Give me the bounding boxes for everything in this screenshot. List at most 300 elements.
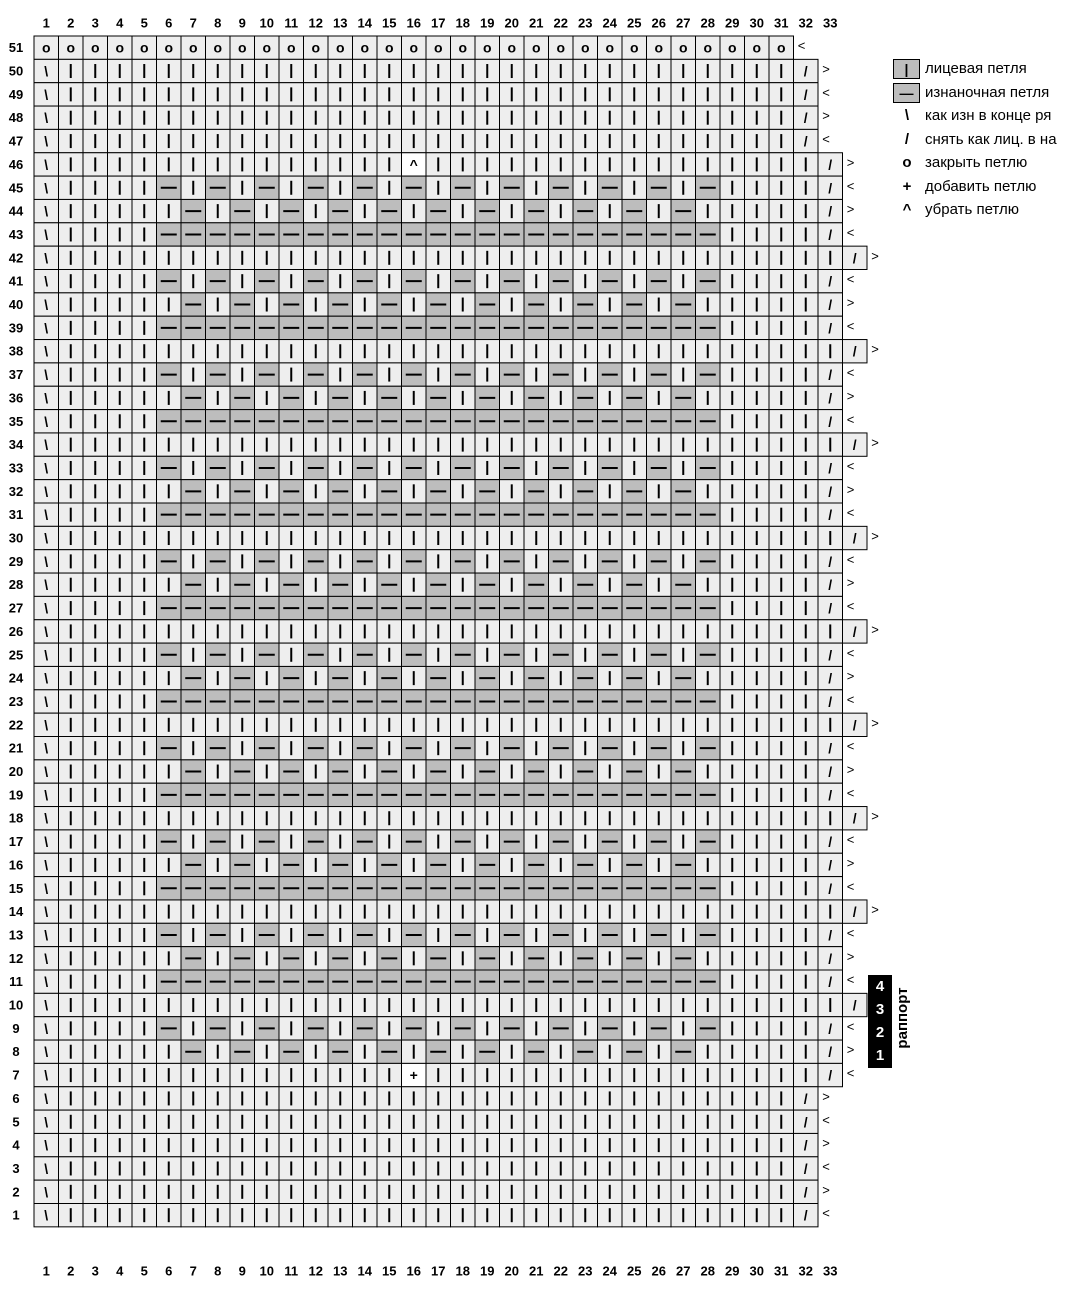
column-number-top: 12: [308, 15, 323, 31]
stitch-symbol: /: [828, 576, 833, 593]
stitch-symbol: /: [828, 203, 833, 220]
stitch-symbol: \: [44, 1160, 49, 1177]
row-number: 35: [8, 413, 24, 429]
stitch-symbol: \: [44, 389, 49, 406]
row-edge-marker: >: [846, 762, 855, 778]
row-edge-marker: >: [846, 1042, 855, 1058]
stitch-symbol: o: [654, 39, 664, 56]
row-number: 15: [8, 880, 24, 896]
stitch-symbol: o: [458, 39, 468, 56]
legend: [893, 59, 1089, 224]
stitch-symbol: \: [44, 109, 49, 126]
stitch-symbol: \: [44, 203, 49, 220]
stitch-symbol: o: [311, 39, 321, 56]
stitch-symbol: o: [41, 39, 51, 56]
stitch-symbol: \: [44, 670, 49, 687]
stitch-symbol: o: [335, 39, 345, 56]
stitch-symbol: /: [803, 1160, 808, 1177]
stitch-symbol: \: [44, 1067, 49, 1084]
stitch-symbol: o: [752, 39, 762, 56]
stitch-symbol: /: [852, 343, 857, 360]
column-number-bottom: 18: [455, 1263, 470, 1279]
column-number-top: 23: [578, 15, 593, 31]
row-number: 32: [8, 483, 24, 499]
column-number-bottom: 17: [431, 1263, 446, 1279]
stitch-symbol: /: [828, 880, 833, 897]
column-number-top: 21: [529, 15, 544, 31]
stitch-symbol: \: [44, 856, 49, 873]
row-edge-marker: >: [822, 61, 830, 77]
column-number-top: 32: [798, 15, 813, 31]
stitch-symbol: o: [605, 39, 615, 56]
stitch-symbol: o: [360, 39, 370, 56]
row-edge-marker: <: [846, 598, 855, 614]
rapport-number: 4: [875, 978, 885, 995]
row-edge-marker: <: [846, 1018, 855, 1034]
column-number-top: 4: [116, 15, 124, 31]
column-number-bottom: 13: [333, 1263, 348, 1279]
row-edge-marker: <: [797, 38, 806, 54]
column-number-bottom: 32: [798, 1263, 813, 1279]
stitch-symbol: /: [828, 763, 833, 780]
row-number: 33: [8, 460, 24, 476]
row-number: 50: [8, 63, 24, 79]
stitch-symbol: \: [44, 273, 49, 290]
column-number-top: 27: [676, 15, 691, 31]
row-edge-marker: <: [846, 271, 855, 287]
row-number: 46: [8, 156, 24, 172]
row-edge-marker: >: [822, 108, 830, 124]
rapport-number: 3: [875, 1001, 885, 1018]
row-edge-marker: <: [846, 411, 855, 427]
row-number: 14: [8, 904, 24, 920]
row-edge-marker: >: [846, 388, 855, 404]
stitch-symbol: \: [44, 1020, 49, 1037]
stitch-symbol: o: [482, 39, 492, 56]
row-number: 12: [8, 950, 24, 966]
column-number-bottom: 12: [308, 1263, 323, 1279]
stitch-symbol: /: [828, 506, 833, 523]
stitch-symbol: \: [44, 156, 49, 173]
row-number: 40: [8, 297, 24, 313]
stitch-symbol: o: [507, 39, 517, 56]
row-number: 23: [8, 693, 24, 709]
stitch-symbol: o: [115, 39, 125, 56]
stitch-symbol: \: [44, 459, 49, 476]
row-edge-marker: <: [846, 1065, 855, 1081]
row-edge-marker: <: [846, 925, 855, 941]
row-edge-marker: >: [846, 575, 855, 591]
stitch-symbol: o: [629, 39, 639, 56]
stitch-symbol: /: [852, 249, 857, 266]
stitch-symbol: /: [828, 389, 833, 406]
row-number: 41: [8, 273, 24, 289]
stitch-symbol: \: [44, 366, 49, 383]
column-number-top: 20: [504, 15, 519, 31]
stitch-symbol: \: [44, 133, 49, 150]
row-number: 4: [12, 1137, 20, 1153]
row-edge-marker: >: [846, 668, 855, 684]
row-number: 27: [8, 600, 24, 616]
column-number-bottom: 7: [189, 1263, 197, 1279]
rapport-block: [868, 975, 892, 1068]
stitch-symbol: /: [828, 973, 833, 990]
column-number-bottom: 10: [259, 1263, 274, 1279]
stitch-symbol: \: [44, 973, 49, 990]
stitch-symbol: \: [44, 319, 49, 336]
row-edge-marker: <: [846, 551, 855, 567]
row-edge-marker: <: [846, 691, 855, 707]
stitch-symbol: \: [44, 1137, 49, 1154]
column-number-bottom: 3: [91, 1263, 99, 1279]
stitch-symbol: /: [803, 133, 808, 150]
column-number-bottom: 29: [725, 1263, 740, 1279]
stitch-symbol: \: [44, 86, 49, 103]
stitch-symbol: \: [44, 483, 49, 500]
legend-label-decrease: убрать петлю: [925, 201, 1019, 218]
column-number-top: 14: [357, 15, 372, 31]
row-edge-marker: <: [846, 458, 855, 474]
row-number: 1: [12, 1207, 20, 1223]
row-number: 17: [8, 834, 24, 850]
stitch-symbol: \: [44, 1207, 49, 1224]
column-number-bottom: 6: [165, 1263, 173, 1279]
row-number: 9: [12, 1020, 20, 1036]
stitch-symbol: +: [409, 1067, 418, 1084]
column-number-bottom: 33: [823, 1263, 838, 1279]
row-edge-marker: <: [846, 785, 855, 801]
column-number-bottom: 26: [651, 1263, 666, 1279]
legend-item-purl: [893, 83, 1089, 107]
stitch-symbol: o: [678, 39, 688, 56]
column-number-bottom: 9: [238, 1263, 246, 1279]
stitch-symbol: /: [828, 600, 833, 617]
stitch-symbol: \: [44, 997, 49, 1014]
row-number: 47: [8, 133, 24, 149]
column-number-bottom: 27: [676, 1263, 691, 1279]
row-edge-marker: <: [846, 832, 855, 848]
stitch-symbol: \: [44, 226, 49, 243]
row-edge-marker: >: [822, 1182, 830, 1198]
stitch-symbol: \: [44, 63, 49, 80]
row-number: 28: [8, 577, 24, 593]
row-number: 51: [8, 40, 24, 56]
knit-stitch-icon: |: [893, 59, 920, 79]
stitch-symbol: /: [828, 459, 833, 476]
column-number-top: 11: [284, 15, 299, 31]
column-number-bottom: 8: [214, 1263, 222, 1279]
row-edge-marker: <: [846, 878, 855, 894]
column-number-bottom: 5: [140, 1263, 148, 1279]
column-number-top: 30: [749, 15, 764, 31]
legend-label-slip-knit: снять как лиц. в на: [925, 130, 1057, 148]
stitch-symbol: /: [852, 530, 857, 547]
row-number: 11: [9, 974, 23, 990]
stitch-symbol: /: [828, 1043, 833, 1060]
row-edge-marker: >: [871, 715, 879, 731]
row-edge-marker: >: [822, 1088, 830, 1104]
stitch-symbol: /: [828, 413, 833, 430]
row-edge-marker: <: [846, 645, 855, 661]
row-number: 19: [8, 787, 24, 803]
row-number: 8: [12, 1044, 20, 1060]
column-number-top: 10: [259, 15, 274, 31]
stitch-symbol: /: [803, 86, 808, 103]
column-number-top: 2: [67, 15, 75, 31]
row-number: 21: [8, 740, 24, 756]
stitch-symbol: /: [828, 366, 833, 383]
column-number-top: 7: [189, 15, 197, 31]
row-edge-marker: <: [846, 224, 855, 240]
stitch-symbol: /: [803, 1207, 808, 1224]
column-number-bottom: 1: [42, 1263, 50, 1279]
stitch-symbol: o: [90, 39, 100, 56]
column-number-bottom: 4: [116, 1263, 124, 1279]
stitch-symbol: ^: [409, 156, 418, 173]
stitch-symbol: \: [44, 693, 49, 710]
stitch-symbol: o: [556, 39, 566, 56]
column-number-bottom: 2: [67, 1263, 75, 1279]
stitch-symbol: /: [828, 926, 833, 943]
row-edge-marker: >: [871, 808, 879, 824]
stitch-symbol: o: [66, 39, 76, 56]
stitch-symbol: o: [727, 39, 737, 56]
row-number: 20: [8, 764, 24, 780]
stitch-symbol: \: [44, 296, 49, 313]
stitch-symbol: \: [44, 1113, 49, 1130]
row-edge-marker: <: [822, 1158, 830, 1174]
stitch-symbol: /: [852, 716, 857, 733]
stitch-symbol: /: [828, 226, 833, 243]
column-number-top: 6: [165, 15, 173, 31]
stitch-symbol: o: [262, 39, 272, 56]
legend-item-decrease: [893, 200, 1089, 224]
stitch-symbol: \: [44, 1090, 49, 1107]
stitch-symbol: /: [803, 1137, 808, 1154]
stitch-symbol: \: [44, 413, 49, 430]
row-edge-marker: >: [822, 1135, 830, 1151]
row-edge-marker: <: [846, 738, 855, 754]
row-number: 26: [8, 623, 24, 639]
column-number-bottom: 11: [284, 1263, 299, 1279]
row-edge-marker: <: [822, 131, 830, 147]
rapport-label: раппорт: [894, 987, 911, 1049]
column-number-bottom: 16: [406, 1263, 421, 1279]
row-edge-marker: >: [871, 528, 879, 544]
stitch-symbol: /: [852, 810, 857, 827]
stitch-symbol: \: [44, 646, 49, 663]
column-number-bottom: 14: [357, 1263, 372, 1279]
stitch-symbol: /: [803, 1183, 808, 1200]
row-edge-marker: <: [822, 84, 830, 100]
row-number: 37: [8, 367, 24, 383]
legend-label-purl: изнаночная петля: [925, 83, 1050, 101]
column-number-bottom: 23: [578, 1263, 593, 1279]
legend-item-increase: [893, 177, 1089, 201]
row-number: 30: [8, 530, 24, 546]
stitch-symbol: o: [213, 39, 223, 56]
stitch-symbol: \: [44, 179, 49, 196]
column-number-top: 29: [725, 15, 740, 31]
stitch-symbol: o: [703, 39, 713, 56]
stitch-symbol: /: [803, 1113, 808, 1130]
column-number-top: 26: [651, 15, 666, 31]
row-number: 38: [8, 343, 24, 359]
row-number: 49: [8, 86, 24, 102]
legend-item-knit: [893, 59, 1089, 83]
column-number-bottom: 24: [602, 1263, 617, 1279]
row-number: 13: [8, 927, 24, 943]
purl-stitch-icon: —: [893, 83, 920, 103]
stitch-symbol: /: [852, 997, 857, 1014]
stitch-symbol: \: [44, 950, 49, 967]
stitch-symbol: /: [828, 1020, 833, 1037]
stitch-symbol: /: [828, 1067, 833, 1084]
stitch-symbol: /: [828, 740, 833, 757]
column-number-bottom: 19: [480, 1263, 495, 1279]
stitch-symbol: \: [44, 249, 49, 266]
row-edge-marker: >: [871, 621, 879, 637]
stitch-symbol: \: [44, 763, 49, 780]
column-number-bottom: 31: [774, 1263, 789, 1279]
stitch-symbol: \: [44, 810, 49, 827]
stitch-symbol: /: [828, 646, 833, 663]
row-edge-marker: >: [846, 948, 855, 964]
stitch-symbol: /: [803, 63, 808, 80]
column-number-top: 5: [140, 15, 148, 31]
row-edge-marker: >: [846, 201, 855, 217]
row-number: 3: [12, 1160, 20, 1176]
stitch-symbol: \: [44, 833, 49, 850]
decrease-icon: ^: [902, 201, 912, 218]
stitch-symbol: o: [776, 39, 786, 56]
row-edge-marker: >: [846, 481, 855, 497]
stitch-symbol: \: [44, 740, 49, 757]
stitch-symbol: /: [803, 1090, 808, 1107]
column-number-bottom: 22: [553, 1263, 568, 1279]
stitch-symbol: \: [44, 1043, 49, 1060]
column-number-top: 22: [553, 15, 568, 31]
row-edge-marker: <: [846, 505, 855, 521]
column-number-top: 17: [431, 15, 446, 31]
slip-knit-start-icon: /: [904, 130, 910, 148]
stitch-symbol: /: [828, 296, 833, 313]
column-number-top: 24: [602, 15, 617, 31]
column-number-top: 9: [238, 15, 246, 31]
stitch-symbol: \: [44, 1183, 49, 1200]
legend-label-bind-off: закрыть петлю: [925, 154, 1028, 171]
row-edge-marker: >: [871, 341, 879, 357]
column-number-bottom: 30: [749, 1263, 764, 1279]
stitch-symbol: \: [44, 716, 49, 733]
stitch-symbol: /: [828, 950, 833, 967]
legend-item-slip-purl: [893, 106, 1089, 130]
row-number: 6: [12, 1090, 20, 1106]
stitch-symbol: /: [828, 273, 833, 290]
legend-label-knit: лицевая петля: [925, 60, 1027, 77]
stitch-symbol: o: [580, 39, 590, 56]
stitch-symbol: o: [139, 39, 149, 56]
stitch-symbol: \: [44, 530, 49, 547]
row-edge-marker: <: [846, 318, 855, 334]
stitch-symbol: \: [44, 880, 49, 897]
column-number-bottom: 28: [700, 1263, 715, 1279]
stitch-symbol: o: [164, 39, 174, 56]
stitch-symbol: /: [828, 670, 833, 687]
stitch-symbol: \: [44, 436, 49, 453]
column-number-top: 1: [42, 15, 50, 31]
stitch-symbol: \: [44, 926, 49, 943]
row-number: 2: [12, 1184, 20, 1200]
row-number: 25: [8, 647, 24, 663]
row-number: 7: [12, 1067, 20, 1083]
slip-purl-end-icon: \: [904, 107, 910, 124]
stitch-symbol: \: [44, 576, 49, 593]
row-edge-marker: <: [822, 1205, 830, 1221]
increase-icon: +: [902, 177, 912, 195]
stitch-symbol: o: [433, 39, 443, 56]
row-edge-marker: <: [846, 365, 855, 381]
row-number: 36: [8, 390, 24, 406]
row-number: 31: [8, 507, 24, 523]
row-number: 16: [8, 857, 24, 873]
stitch-symbol: o: [409, 39, 419, 56]
rapport-number: 2: [875, 1024, 885, 1041]
row-edge-marker: >: [846, 295, 855, 311]
column-number-top: 31: [774, 15, 789, 31]
stitch-symbol: \: [44, 600, 49, 617]
column-number-bottom: 20: [504, 1263, 519, 1279]
column-number-top: 13: [333, 15, 348, 31]
row-edge-marker: <: [846, 178, 855, 194]
row-number: 22: [8, 717, 24, 733]
bind-off-icon: o: [902, 154, 912, 171]
stitch-symbol: \: [44, 553, 49, 570]
row-number: 43: [8, 226, 24, 242]
stitch-symbol: /: [828, 553, 833, 570]
stitch-symbol: \: [44, 343, 49, 360]
stitch-symbol: /: [828, 693, 833, 710]
row-edge-marker: >: [846, 855, 855, 871]
row-number: 5: [12, 1114, 20, 1130]
column-number-top: 28: [700, 15, 715, 31]
column-number-bottom: 15: [382, 1263, 397, 1279]
row-edge-marker: >: [871, 435, 879, 451]
column-number-top: 18: [455, 15, 470, 31]
stitch-symbol: /: [852, 436, 857, 453]
column-number-bottom: 21: [529, 1263, 544, 1279]
stitch-symbol: /: [803, 109, 808, 126]
row-number: 18: [8, 810, 24, 826]
row-edge-marker: >: [871, 248, 879, 264]
column-number-top: 33: [823, 15, 838, 31]
column-number-top: 15: [382, 15, 397, 31]
row-number: 44: [8, 203, 24, 219]
row-edge-marker: >: [871, 902, 879, 918]
stitch-symbol: /: [828, 179, 833, 196]
row-number: 42: [8, 250, 24, 266]
stitch-symbol: /: [828, 786, 833, 803]
column-number-bottom: 25: [627, 1263, 642, 1279]
row-edge-marker: <: [846, 972, 855, 988]
stitch-symbol: o: [237, 39, 247, 56]
column-number-top: 16: [406, 15, 421, 31]
stitch-symbol: o: [384, 39, 394, 56]
row-number: 39: [8, 320, 24, 336]
column-number-top: 8: [214, 15, 222, 31]
legend-label-increase: добавить петлю: [925, 177, 1037, 195]
stitch-symbol: /: [828, 156, 833, 173]
